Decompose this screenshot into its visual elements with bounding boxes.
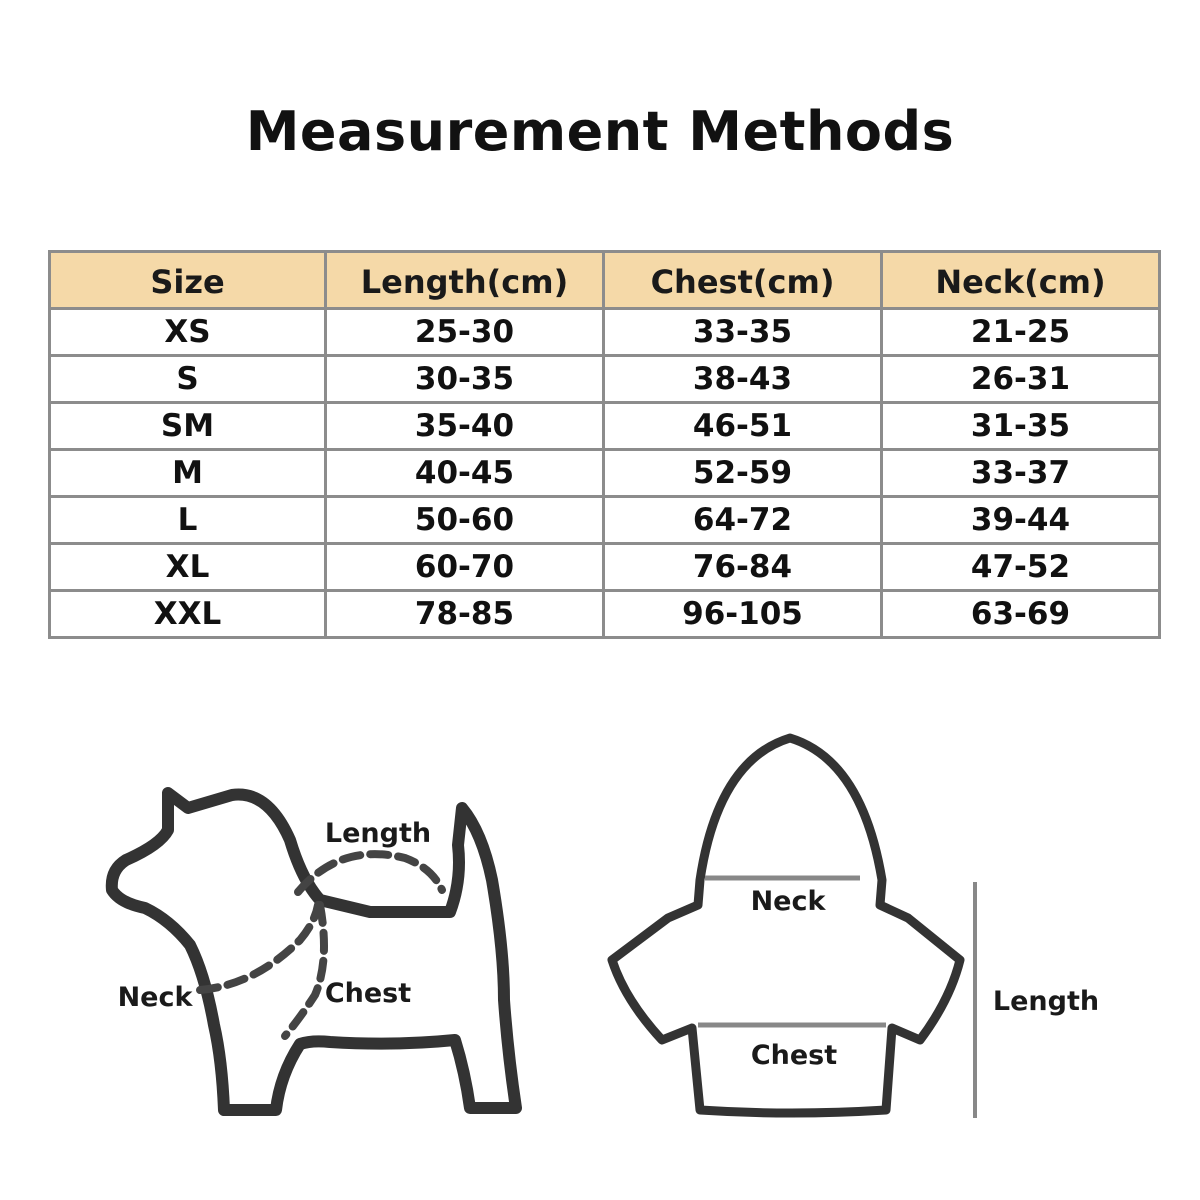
cell-chest: 46-51 xyxy=(604,403,882,450)
cell-size: XS xyxy=(50,309,326,356)
hoodie-neck-label: Neck xyxy=(750,886,826,917)
cell-length: 50-60 xyxy=(326,497,604,544)
cell-neck: 39-44 xyxy=(882,497,1160,544)
hoodie-outline-icon xyxy=(612,738,1099,1118)
dog-chest-dashed-line xyxy=(285,905,324,1036)
cell-neck: 47-52 xyxy=(882,544,1160,591)
dog-body-outline xyxy=(112,793,516,1110)
cell-chest: 52-59 xyxy=(604,450,882,497)
cell-size: SM xyxy=(50,403,326,450)
cell-length: 25-30 xyxy=(326,309,604,356)
cell-neck: 31-35 xyxy=(882,403,1160,450)
dog-outline-icon xyxy=(112,793,516,1110)
hoodie-chest-label: Chest xyxy=(750,1040,838,1071)
cell-neck: 63-69 xyxy=(882,591,1160,638)
dog-length-label: Length xyxy=(324,818,432,849)
dog-length-dashed-line xyxy=(298,854,442,892)
cell-neck: 26-31 xyxy=(882,356,1160,403)
dog-neck-dashed-line xyxy=(200,905,318,990)
hoodie-length-label: Length xyxy=(992,986,1100,1017)
cell-size: M xyxy=(50,450,326,497)
cell-length: 60-70 xyxy=(326,544,604,591)
cell-size: XL xyxy=(50,544,326,591)
cell-chest: 38-43 xyxy=(604,356,882,403)
cell-neck: 33-37 xyxy=(882,450,1160,497)
cell-chest: 76-84 xyxy=(604,544,882,591)
cell-chest: 33-35 xyxy=(604,309,882,356)
cell-neck: 21-25 xyxy=(882,309,1160,356)
cell-length: 40-45 xyxy=(326,450,604,497)
cell-length: 35-40 xyxy=(326,403,604,450)
header-size: Size xyxy=(50,252,326,309)
dog-neck-label: Neck xyxy=(117,982,193,1013)
header-length: Length(cm) xyxy=(326,252,604,309)
cell-size: XXL xyxy=(50,591,326,638)
cell-chest: 64-72 xyxy=(604,497,882,544)
dog-chest-label: Chest xyxy=(324,978,412,1009)
page-title: Measurement Methods xyxy=(245,100,955,163)
cell-chest: 96-105 xyxy=(604,591,882,638)
cell-size: L xyxy=(50,497,326,544)
cell-size: S xyxy=(50,356,326,403)
cell-length: 30-35 xyxy=(326,356,604,403)
cell-length: 78-85 xyxy=(326,591,604,638)
header-neck: Neck(cm) xyxy=(882,252,1160,309)
header-chest: Chest(cm) xyxy=(604,252,882,309)
